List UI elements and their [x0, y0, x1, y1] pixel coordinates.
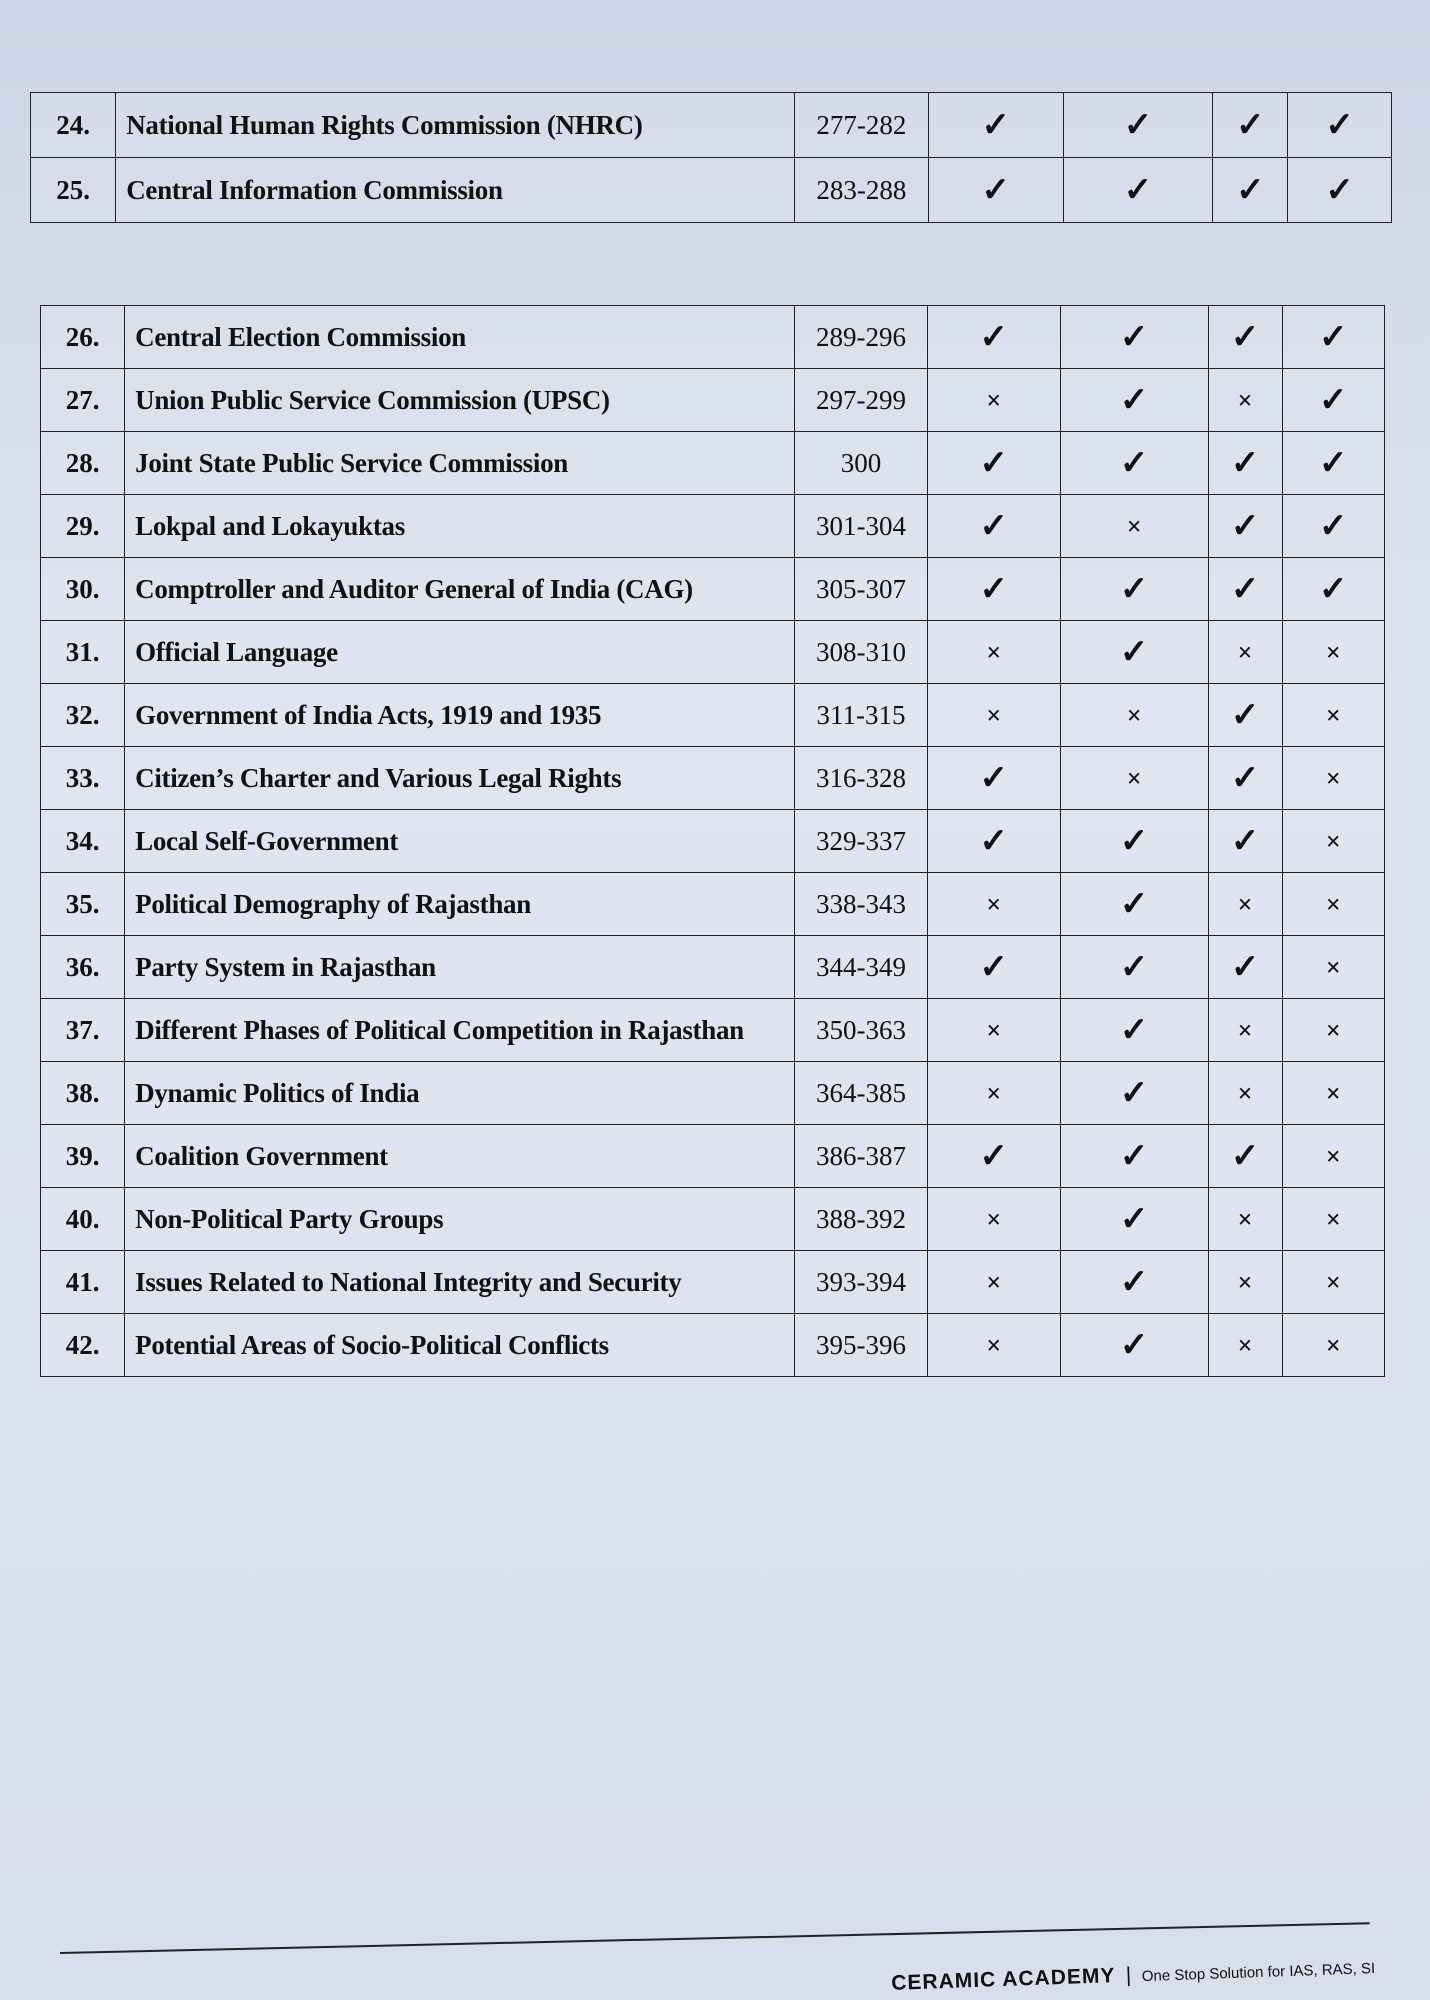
cross-mark-icon: × — [986, 700, 1002, 730]
exam-column-4-cell — [1282, 747, 1384, 810]
check-mark-icon: ✓ — [1230, 508, 1260, 545]
check-mark-icon: ✓ — [1230, 697, 1260, 734]
cross-mark-icon: × — [986, 637, 1002, 667]
exam-column-2-cell — [1060, 747, 1208, 810]
exam-column-2-cell — [1060, 1314, 1208, 1377]
chapter-title: Central Election Commission — [135, 321, 467, 352]
cross-mark-icon: × — [986, 385, 1002, 415]
footer-separator: | — [1125, 1963, 1132, 1987]
exam-column-4-cell — [1282, 999, 1384, 1062]
check-mark-icon: ✓ — [979, 823, 1008, 860]
cross-mark-icon: × — [986, 1204, 1002, 1234]
chapter-title-cell — [125, 936, 795, 999]
row-number: 28. — [41, 432, 125, 495]
check-mark-icon: ✓ — [1119, 1264, 1149, 1301]
exam-column-2-cell — [1060, 495, 1208, 558]
row-number: 27. — [41, 369, 125, 432]
chapter-title-cell — [125, 306, 795, 369]
chapter-title: Political Demography of Rajasthan — [135, 888, 531, 919]
chapter-title-cell — [116, 93, 794, 158]
table-row — [41, 558, 1385, 621]
exam-column-1-cell — [927, 873, 1060, 936]
cross-mark-icon: × — [986, 1330, 1002, 1360]
exam-column-1-cell — [929, 93, 1063, 158]
exam-column-4-cell — [1282, 684, 1384, 747]
chapter-title-cell — [125, 1314, 795, 1377]
check-mark-icon: ✓ — [1119, 319, 1149, 356]
exam-column-3-cell — [1208, 432, 1282, 495]
cross-mark-icon: × — [1237, 637, 1253, 667]
row-number: 34. — [41, 810, 125, 873]
page-range: 297-299 — [795, 369, 928, 432]
exam-column-2-cell — [1060, 1251, 1208, 1314]
exam-column-4-cell — [1282, 558, 1384, 621]
exam-column-1-cell — [927, 936, 1060, 999]
chapter-title: Issues Related to National Integrity and Security — [135, 1266, 682, 1297]
cross-mark-icon: × — [1325, 1267, 1341, 1297]
exam-column-1-cell — [927, 747, 1060, 810]
page-range: 388-392 — [795, 1188, 928, 1251]
page-range: 311-315 — [795, 684, 928, 747]
cross-mark-icon: × — [1325, 1078, 1341, 1108]
exam-column-4-cell — [1282, 1314, 1384, 1377]
check-mark-icon: ✓ — [1319, 571, 1348, 608]
exam-column-1-cell — [927, 1251, 1060, 1314]
row-number: 40. — [41, 1188, 125, 1251]
check-mark-icon: ✓ — [979, 508, 1008, 545]
exam-column-2-cell — [1060, 306, 1208, 369]
check-mark-icon: ✓ — [1119, 1138, 1149, 1175]
chapter-title: Lokpal and Lokayuktas — [135, 510, 405, 541]
table-row — [41, 747, 1385, 810]
cross-mark-icon: × — [1237, 1204, 1253, 1234]
row-number: 38. — [41, 1062, 125, 1125]
chapter-title-cell — [125, 747, 795, 810]
chapter-title-cell — [125, 1251, 795, 1314]
check-mark-icon: ✓ — [1119, 382, 1149, 419]
check-mark-icon: ✓ — [981, 172, 1011, 209]
row-number: 25. — [31, 158, 116, 223]
exam-column-2-cell — [1060, 621, 1208, 684]
check-mark-icon: ✓ — [1319, 445, 1348, 482]
exam-column-4-cell — [1288, 158, 1392, 223]
exam-column-2-cell — [1060, 1062, 1208, 1125]
check-mark-icon: ✓ — [979, 760, 1008, 797]
table-row — [41, 1251, 1385, 1314]
page-range: 308-310 — [795, 621, 928, 684]
chapter-title-cell — [125, 684, 795, 747]
chapter-title: Coalition Government — [135, 1140, 388, 1171]
exam-column-3-cell — [1208, 558, 1282, 621]
exam-column-1-cell — [927, 558, 1060, 621]
chapter-title-cell — [125, 495, 795, 558]
cross-mark-icon: × — [1237, 385, 1253, 415]
cross-mark-icon: × — [1237, 889, 1253, 919]
check-mark-icon: ✓ — [1123, 172, 1153, 209]
table-row — [41, 306, 1385, 369]
chapter-title: National Human Rights Commission (NHRC) — [126, 109, 643, 140]
exam-column-3-cell — [1208, 747, 1282, 810]
chapter-title-cell — [125, 1062, 795, 1125]
page-range: 364-385 — [795, 1062, 928, 1125]
page-range: 329-337 — [795, 810, 928, 873]
exam-column-2-cell — [1060, 936, 1208, 999]
exam-column-2-cell — [1060, 1125, 1208, 1188]
cross-mark-icon: × — [986, 1078, 1002, 1108]
check-mark-icon: ✓ — [1123, 107, 1153, 144]
exam-column-2-cell — [1063, 93, 1213, 158]
footer-brand: CERAMIC ACADEMY — [890, 1964, 1116, 1995]
exam-column-2-cell — [1060, 810, 1208, 873]
cross-mark-icon: × — [1325, 1015, 1341, 1045]
check-mark-icon: ✓ — [1230, 571, 1260, 608]
exam-column-3-cell — [1208, 810, 1282, 873]
exam-column-1-cell — [927, 495, 1060, 558]
check-mark-icon: ✓ — [1236, 172, 1265, 209]
table-row — [31, 158, 1392, 223]
page-range: 350-363 — [795, 999, 928, 1062]
chapter-title: Union Public Service Commission (UPSC) — [135, 384, 610, 415]
exam-column-1-cell — [927, 1062, 1060, 1125]
check-mark-icon: ✓ — [1319, 382, 1348, 419]
row-number: 31. — [41, 621, 125, 684]
row-number: 35. — [41, 873, 125, 936]
check-mark-icon: ✓ — [1319, 508, 1348, 545]
exam-column-3-cell — [1208, 936, 1282, 999]
table-row — [41, 1188, 1385, 1251]
exam-column-2-cell — [1060, 369, 1208, 432]
chapter-title-cell — [125, 810, 795, 873]
exam-column-4-cell — [1282, 621, 1384, 684]
chapter-title: Different Phases of Political Competition in Rajasthan — [135, 1014, 744, 1045]
cross-mark-icon: × — [986, 1267, 1002, 1297]
table-row — [41, 936, 1385, 999]
page-range: 386-387 — [795, 1125, 928, 1188]
chapter-title: Central Information Commission — [126, 174, 503, 205]
page-range: 316-328 — [795, 747, 928, 810]
table-row — [41, 810, 1385, 873]
table-row — [41, 999, 1385, 1062]
exam-column-2-cell — [1060, 873, 1208, 936]
footer-tagline: One Stop Solution for IAS, RAS, SI — [1141, 1960, 1376, 1986]
cross-mark-icon: × — [1325, 1330, 1341, 1360]
cross-mark-icon: × — [986, 889, 1002, 919]
row-number: 30. — [41, 558, 125, 621]
exam-column-1-cell — [927, 684, 1060, 747]
exam-column-4-cell — [1282, 1125, 1384, 1188]
page-range: 338-343 — [795, 873, 928, 936]
exam-column-4-cell — [1282, 495, 1384, 558]
table-row — [41, 684, 1385, 747]
cross-mark-icon: × — [1325, 889, 1341, 919]
exam-column-3-cell — [1208, 1251, 1282, 1314]
exam-column-1-cell — [927, 306, 1060, 369]
chapter-title-cell — [116, 158, 794, 223]
footer-rule — [60, 1922, 1370, 1954]
check-mark-icon: ✓ — [1119, 823, 1149, 860]
cross-mark-icon: × — [1237, 1015, 1253, 1045]
page-range: 305-307 — [795, 558, 928, 621]
exam-column-4-cell — [1282, 873, 1384, 936]
contents-table-top — [30, 92, 1392, 223]
table-row — [41, 621, 1385, 684]
table-row — [41, 1062, 1385, 1125]
exam-column-3-cell — [1208, 1062, 1282, 1125]
row-number: 24. — [31, 93, 116, 158]
exam-column-2-cell — [1060, 558, 1208, 621]
check-mark-icon: ✓ — [1230, 949, 1260, 986]
check-mark-icon: ✓ — [979, 445, 1008, 482]
exam-column-3-cell — [1208, 1125, 1282, 1188]
page-range: 277-282 — [794, 93, 928, 158]
exam-column-2-cell — [1060, 999, 1208, 1062]
page-range: 289-296 — [795, 306, 928, 369]
exam-column-4-cell — [1282, 432, 1384, 495]
table-row — [41, 495, 1385, 558]
page-range: 395-396 — [795, 1314, 928, 1377]
chapter-title-cell — [125, 873, 795, 936]
check-mark-icon: ✓ — [1230, 1138, 1260, 1175]
check-mark-icon: ✓ — [1230, 445, 1260, 482]
cross-mark-icon: × — [1325, 700, 1341, 730]
exam-column-3-cell — [1208, 306, 1282, 369]
exam-column-1-cell — [927, 1125, 1060, 1188]
cross-mark-icon: × — [1325, 763, 1341, 793]
page-range: 393-394 — [795, 1251, 928, 1314]
check-mark-icon: ✓ — [979, 1138, 1008, 1175]
row-number: 42. — [41, 1314, 125, 1377]
cross-mark-icon: × — [986, 1015, 1002, 1045]
cross-mark-icon: × — [1237, 1330, 1253, 1360]
check-mark-icon: ✓ — [1119, 886, 1149, 923]
row-number: 32. — [41, 684, 125, 747]
check-mark-icon: ✓ — [1119, 571, 1149, 608]
chapter-title: Citizen’s Charter and Various Legal Rights — [135, 762, 622, 793]
exam-column-4-cell — [1282, 306, 1384, 369]
chapter-title: Official Language — [135, 636, 338, 667]
exam-column-1-cell — [927, 1188, 1060, 1251]
chapter-title-cell — [125, 1125, 795, 1188]
exam-column-4-cell — [1282, 1251, 1384, 1314]
exam-column-1-cell — [927, 432, 1060, 495]
exam-column-1-cell — [927, 1314, 1060, 1377]
exam-column-3-cell — [1208, 1314, 1282, 1377]
cross-mark-icon: × — [1325, 1204, 1341, 1234]
exam-column-1-cell — [927, 621, 1060, 684]
chapter-title: Local Self-Government — [135, 825, 399, 856]
chapter-title: Joint State Public Service Commission — [135, 447, 568, 478]
row-number: 36. — [41, 936, 125, 999]
row-number: 37. — [41, 999, 125, 1062]
table-row — [41, 1314, 1385, 1377]
exam-column-4-cell — [1288, 93, 1392, 158]
cross-mark-icon: × — [1325, 637, 1341, 667]
chapter-title: Potential Areas of Socio-Political Conflicts — [135, 1329, 609, 1360]
chapter-title-cell — [125, 1188, 795, 1251]
cross-mark-icon: × — [1325, 826, 1341, 856]
exam-column-4-cell — [1282, 1188, 1384, 1251]
exam-column-3-cell — [1208, 1188, 1282, 1251]
cross-mark-icon: × — [1126, 763, 1142, 793]
check-mark-icon: ✓ — [1119, 1327, 1149, 1364]
page-range: 283-288 — [794, 158, 928, 223]
check-mark-icon: ✓ — [979, 319, 1008, 356]
check-mark-icon: ✓ — [1119, 445, 1149, 482]
check-mark-icon: ✓ — [1119, 1075, 1149, 1112]
check-mark-icon: ✓ — [1119, 1201, 1149, 1238]
cross-mark-icon: × — [1325, 1141, 1341, 1171]
check-mark-icon: ✓ — [979, 949, 1008, 986]
row-number: 26. — [41, 306, 125, 369]
check-mark-icon: ✓ — [1230, 319, 1260, 356]
table-row — [41, 369, 1385, 432]
exam-column-3-cell — [1208, 999, 1282, 1062]
chapter-title-cell — [125, 432, 795, 495]
exam-column-2-cell — [1060, 432, 1208, 495]
exam-column-4-cell — [1282, 936, 1384, 999]
page-range: 344-349 — [795, 936, 928, 999]
cross-mark-icon: × — [1126, 511, 1142, 541]
exam-column-3-cell — [1208, 684, 1282, 747]
footer — [891, 1955, 1376, 1996]
check-mark-icon: ✓ — [1119, 949, 1149, 986]
exam-column-1-cell — [929, 158, 1063, 223]
check-mark-icon: ✓ — [1236, 107, 1265, 144]
exam-column-3-cell — [1213, 158, 1288, 223]
chapter-title: Comptroller and Auditor General of India (CAG) — [135, 573, 693, 604]
cross-mark-icon: × — [1126, 700, 1142, 730]
check-mark-icon: ✓ — [979, 571, 1008, 608]
exam-column-2-cell — [1063, 158, 1213, 223]
exam-column-1-cell — [927, 999, 1060, 1062]
check-mark-icon: ✓ — [981, 107, 1011, 144]
check-mark-icon: ✓ — [1230, 823, 1260, 860]
check-mark-icon: ✓ — [1319, 319, 1348, 356]
cross-mark-icon: × — [1237, 1078, 1253, 1108]
table-row — [41, 1125, 1385, 1188]
row-number: 33. — [41, 747, 125, 810]
exam-column-3-cell — [1208, 495, 1282, 558]
chapter-title: Dynamic Politics of India — [135, 1077, 420, 1108]
exam-column-2-cell — [1060, 1188, 1208, 1251]
chapter-title-cell — [125, 999, 795, 1062]
chapter-title-cell — [125, 621, 795, 684]
check-mark-icon: ✓ — [1230, 760, 1260, 797]
row-number: 41. — [41, 1251, 125, 1314]
chapter-title-cell — [125, 369, 795, 432]
exam-column-3-cell — [1208, 369, 1282, 432]
chapter-title: Government of India Acts, 1919 and 1935 — [135, 699, 602, 730]
exam-column-1-cell — [927, 369, 1060, 432]
contents-table-main — [40, 305, 1385, 1377]
table-row — [41, 432, 1385, 495]
exam-column-4-cell — [1282, 810, 1384, 873]
row-number: 39. — [41, 1125, 125, 1188]
row-number: 29. — [41, 495, 125, 558]
exam-column-3-cell — [1208, 873, 1282, 936]
cross-mark-icon: × — [1325, 952, 1341, 982]
check-mark-icon: ✓ — [1325, 107, 1354, 144]
page-range: 300 — [795, 432, 928, 495]
chapter-title-cell — [125, 558, 795, 621]
check-mark-icon: ✓ — [1325, 172, 1354, 209]
check-mark-icon: ✓ — [1119, 634, 1149, 671]
exam-column-2-cell — [1060, 684, 1208, 747]
exam-column-1-cell — [927, 810, 1060, 873]
chapter-title: Party System in Rajasthan — [135, 951, 436, 982]
table-row — [31, 93, 1392, 158]
exam-column-4-cell — [1282, 369, 1384, 432]
cross-mark-icon: × — [1237, 1267, 1253, 1297]
exam-column-4-cell — [1282, 1062, 1384, 1125]
exam-column-3-cell — [1213, 93, 1288, 158]
page-range: 301-304 — [795, 495, 928, 558]
table-row — [41, 873, 1385, 936]
exam-column-3-cell — [1208, 621, 1282, 684]
check-mark-icon: ✓ — [1119, 1012, 1149, 1049]
chapter-title: Non-Political Party Groups — [135, 1203, 444, 1234]
